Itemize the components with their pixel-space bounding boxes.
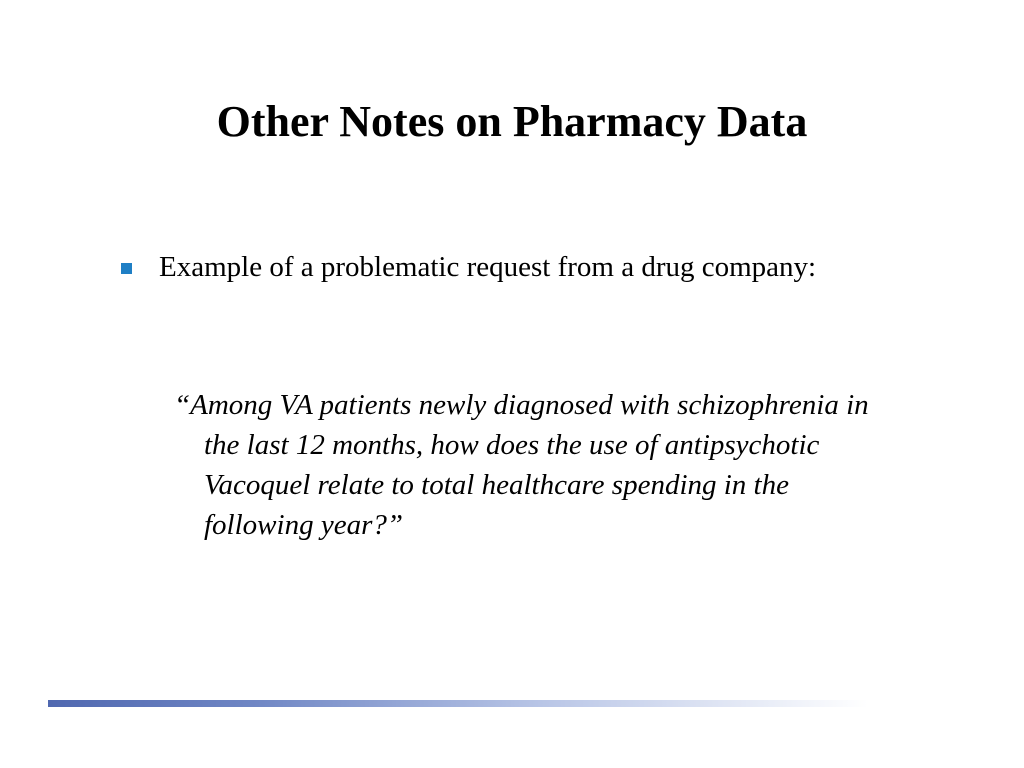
footer-divider-line — [48, 700, 868, 707]
square-bullet-icon — [121, 263, 132, 274]
quoted-request: “Among VA patients newly diagnosed with schizophrenia in the last 12 months, how does the use of antipsychotic Vacoquel relate to total healthcare spending in the following year?” — [174, 389, 869, 541]
bullet-text: Example of a problematic request from a drug company: — [159, 251, 817, 283]
slide-title: Other Notes on Pharmacy Data — [216, 97, 808, 146]
